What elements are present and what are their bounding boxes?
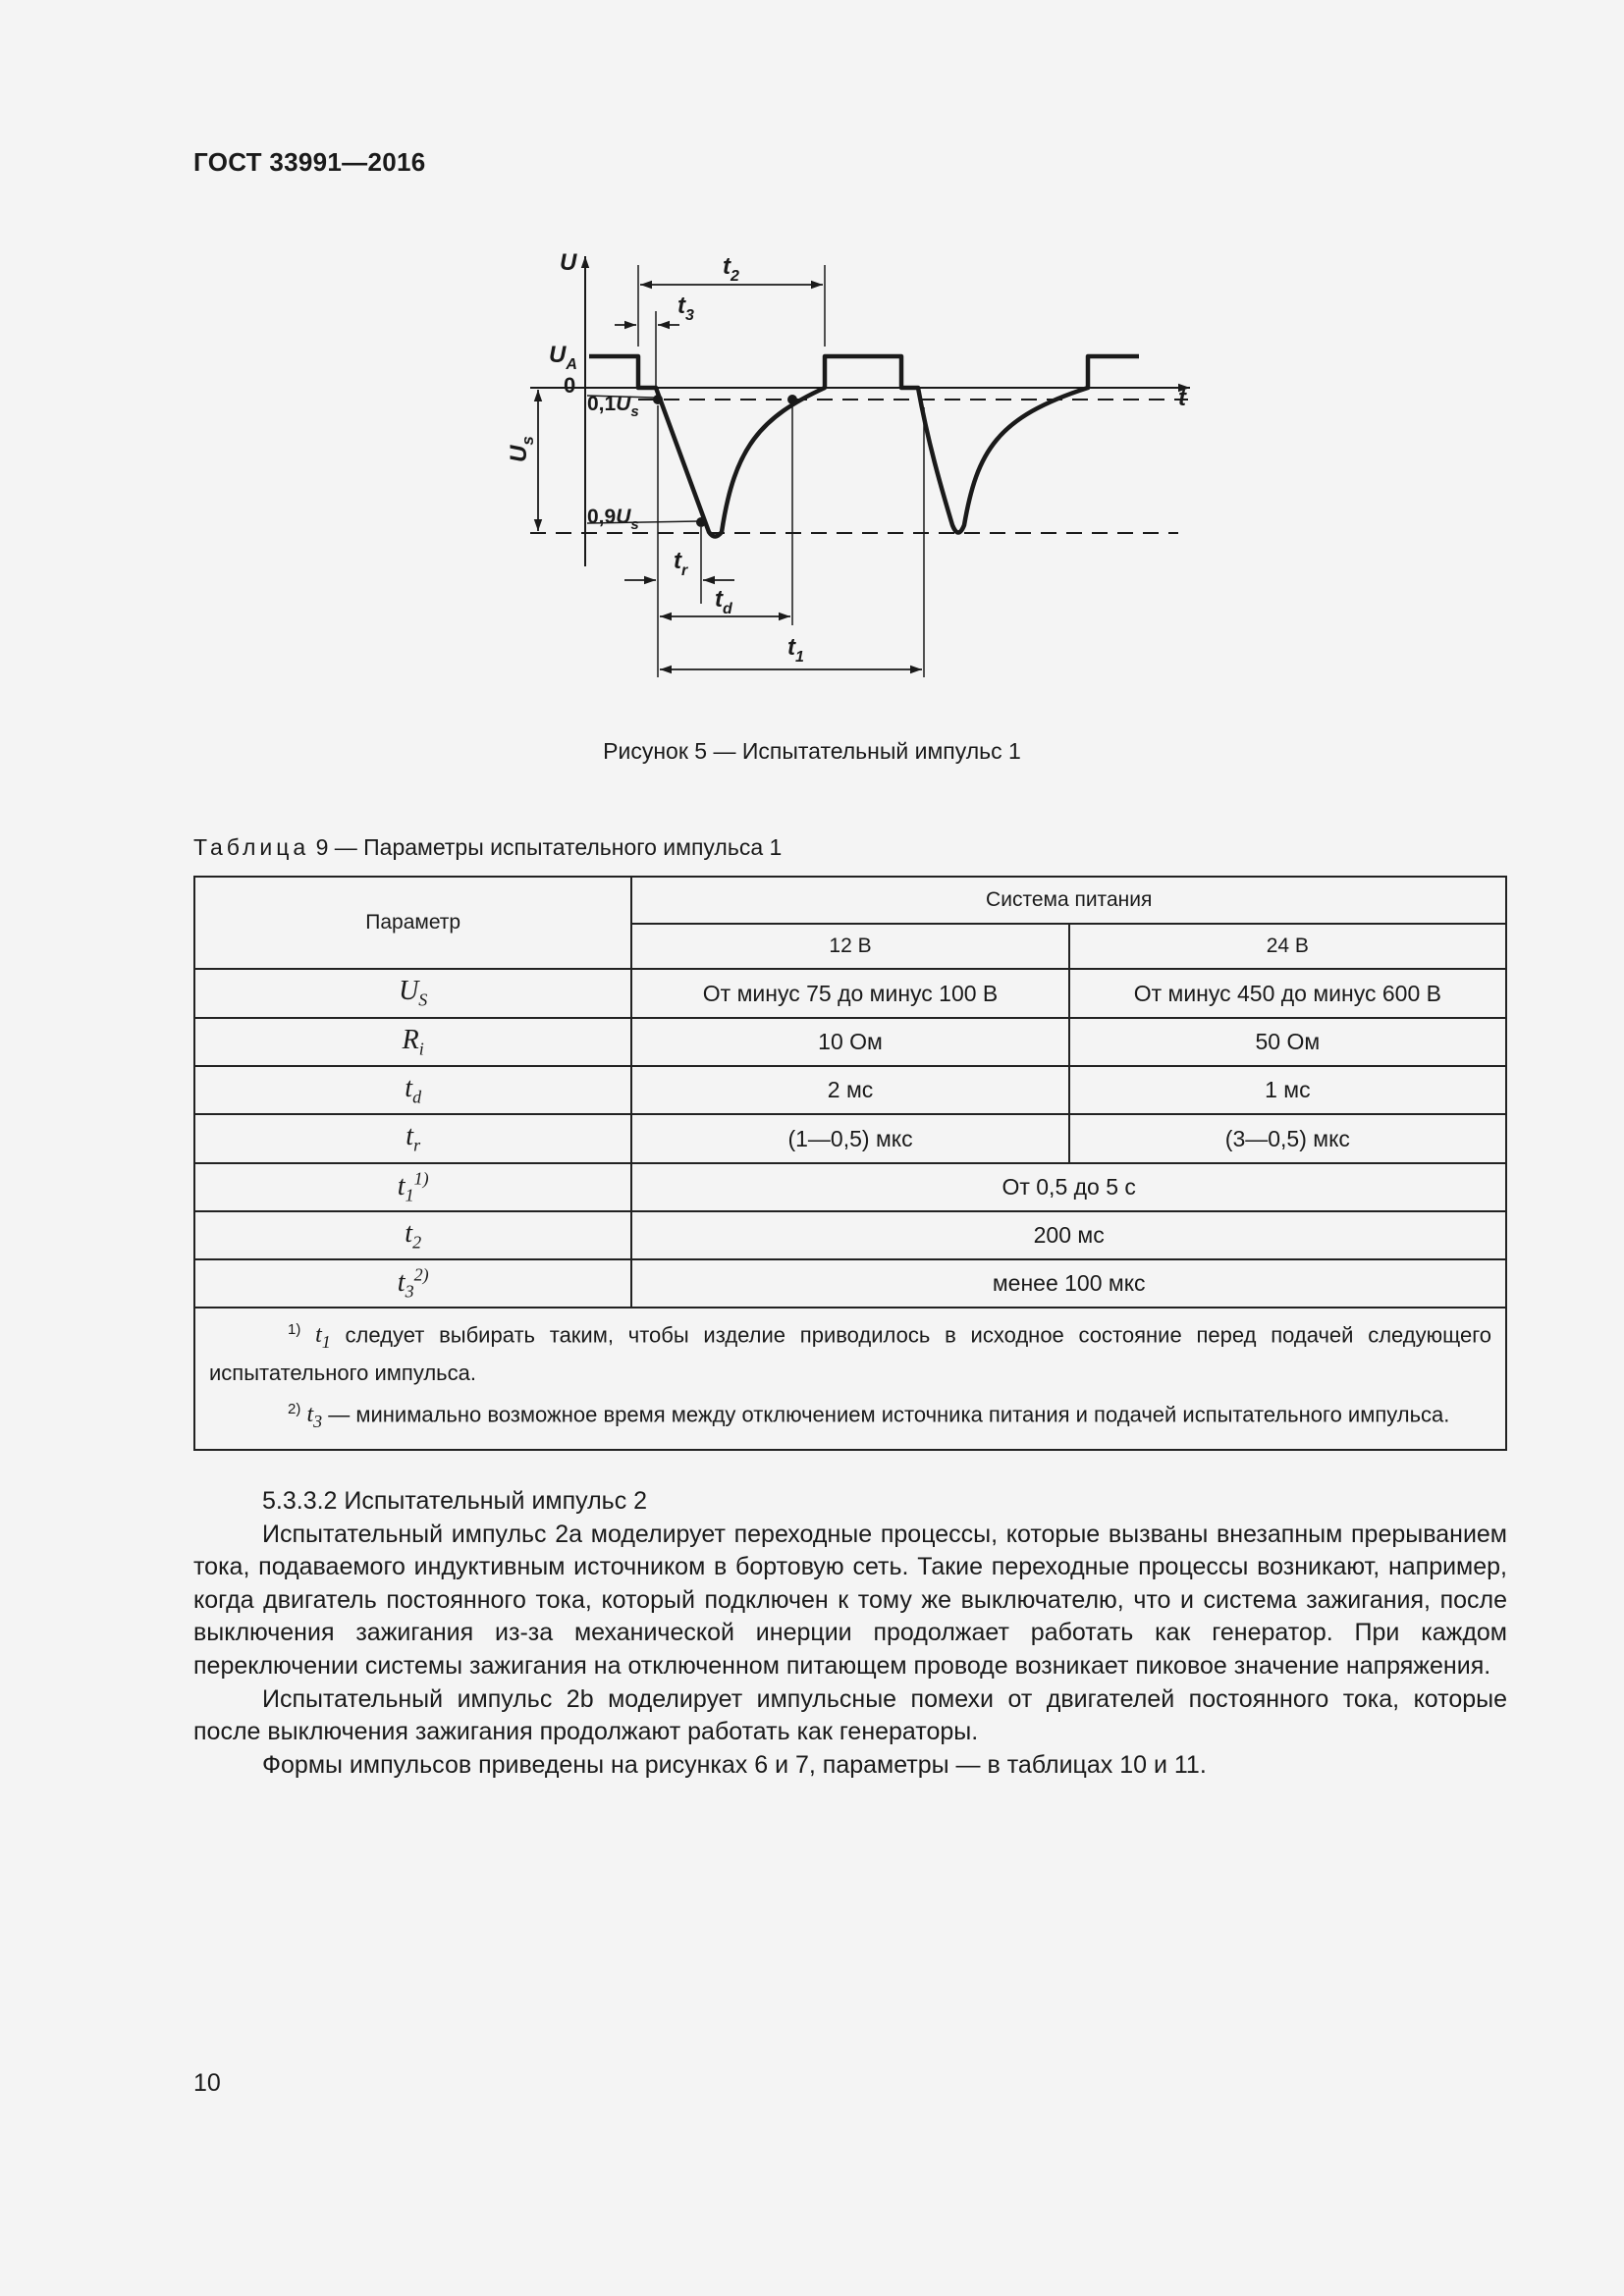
table-row xyxy=(194,1163,1506,1211)
value-12v: 10 Ом xyxy=(631,1018,1068,1066)
zero-label: 0 xyxy=(564,373,576,398)
param-symbol: $t_2$ xyxy=(194,1211,631,1259)
document-header: ГОСТ 33991—2016 xyxy=(193,147,426,177)
pulse-waveform-figure xyxy=(491,240,1208,692)
header-24v: 24 В xyxy=(1069,924,1506,969)
param-symbol: $U_S$ xyxy=(194,969,631,1018)
section-heading: 5.3.3.2 Испытательный импульс 2 xyxy=(262,1487,648,1515)
table-row xyxy=(194,1114,1506,1163)
value-both: менее 100 мкс xyxy=(631,1259,1506,1308)
param-symbol: $t_3^{2)}$ xyxy=(194,1259,631,1308)
paragraph: Испытательный импульс 2b моделирует импульсные помехи от двигателей постоянного тока, которые после выключения зажигания продолжают работать как генераторы. xyxy=(193,1684,1507,1746)
value-both: 200 мс xyxy=(631,1211,1506,1259)
param-symbol: $t_1^{1)}$ xyxy=(194,1163,631,1211)
paragraph: Формы импульсов приведены на рисунках 6 и 7, параметры — в таблицах 10 и 11. xyxy=(262,1750,1207,1779)
footnote-1: $^{1)}$ $t_1$ следует выбирать таким, чтобы изделие приводилось в исходное состояние перед подачей следующего испытательного импульса. xyxy=(209,1321,1491,1386)
value-12v: От минус 75 до минус 100 В xyxy=(631,969,1068,1018)
t-axis-label: t xyxy=(1178,385,1186,411)
table-row xyxy=(194,1018,1506,1066)
param-symbol: $R_i$ xyxy=(194,1018,631,1066)
table-row xyxy=(194,1066,1506,1114)
header-supply-system: Система питания xyxy=(631,877,1506,924)
value-24v: (3—0,5) мкс xyxy=(1069,1114,1506,1163)
value-24v: От минус 450 до минус 600 В xyxy=(1069,969,1506,1018)
table-row xyxy=(194,1259,1506,1308)
td-label: $t_d$ xyxy=(715,586,732,617)
parameters-table xyxy=(193,876,1507,1451)
tr-label: $t_r$ xyxy=(674,548,688,579)
value-24v: 1 мс xyxy=(1069,1066,1506,1114)
table-title: Таблица 9 — Параметры испытательного импульса 1 xyxy=(193,834,783,860)
t1-label: $t_1$ xyxy=(787,634,804,666)
figure-caption: Рисунок 5 — Испытательный импульс 1 xyxy=(603,738,1021,764)
footnote-2: $^{2)}$ $t_3$ — минимально возможное время между отключением источника питания и подачей испытательного импульса. xyxy=(288,1401,1450,1432)
param-symbol: $t_d$ xyxy=(194,1066,631,1114)
value-12v: (1—0,5) мкс xyxy=(631,1114,1068,1163)
value-both: От 0,5 до 5 с xyxy=(631,1163,1506,1211)
t3-label: $t_3$ xyxy=(677,293,694,324)
value-24v: 50 Ом xyxy=(1069,1018,1506,1066)
t2-label: $t_2$ xyxy=(723,253,739,285)
paragraph: Испытательный импульс 2a моделирует переходные процессы, которые вызваны внезапным прерыванием тока, подаваемого индуктивным источником в бортовую сеть. Такие переходные процессы возникают, например, когда двигатель постоянного тока, который подключен к тому же выключателю, что и система зажигания, после выключения зажигания из-за механической инерции продолжает работать как генератор. При каждом переключении системы зажигания на отключенном питающем проводе возникает пиковое значение напряжения. xyxy=(193,1520,1507,1680)
header-parameter: Параметр xyxy=(194,877,631,969)
table-notes xyxy=(194,1308,1506,1450)
pulse-diagram xyxy=(491,240,1208,692)
level-01us-label: $0,1U_s$ xyxy=(587,393,639,420)
body-text xyxy=(193,1485,1507,1782)
ua-label: $U_A$ xyxy=(549,342,577,373)
table-row xyxy=(194,1211,1506,1259)
table-row xyxy=(194,969,1506,1018)
table-notes-row xyxy=(194,1308,1506,1450)
u-axis-label: U xyxy=(560,249,577,276)
us-label: $U_s$ xyxy=(506,436,537,462)
value-12v: 2 мс xyxy=(631,1066,1068,1114)
header-12v: 12 В xyxy=(631,924,1068,969)
page-number: 10 xyxy=(193,2069,221,2097)
waveform-trace xyxy=(589,356,1139,537)
level-09us-label: $0,9U_s$ xyxy=(587,506,639,533)
param-symbol: $t_r$ xyxy=(194,1114,631,1163)
